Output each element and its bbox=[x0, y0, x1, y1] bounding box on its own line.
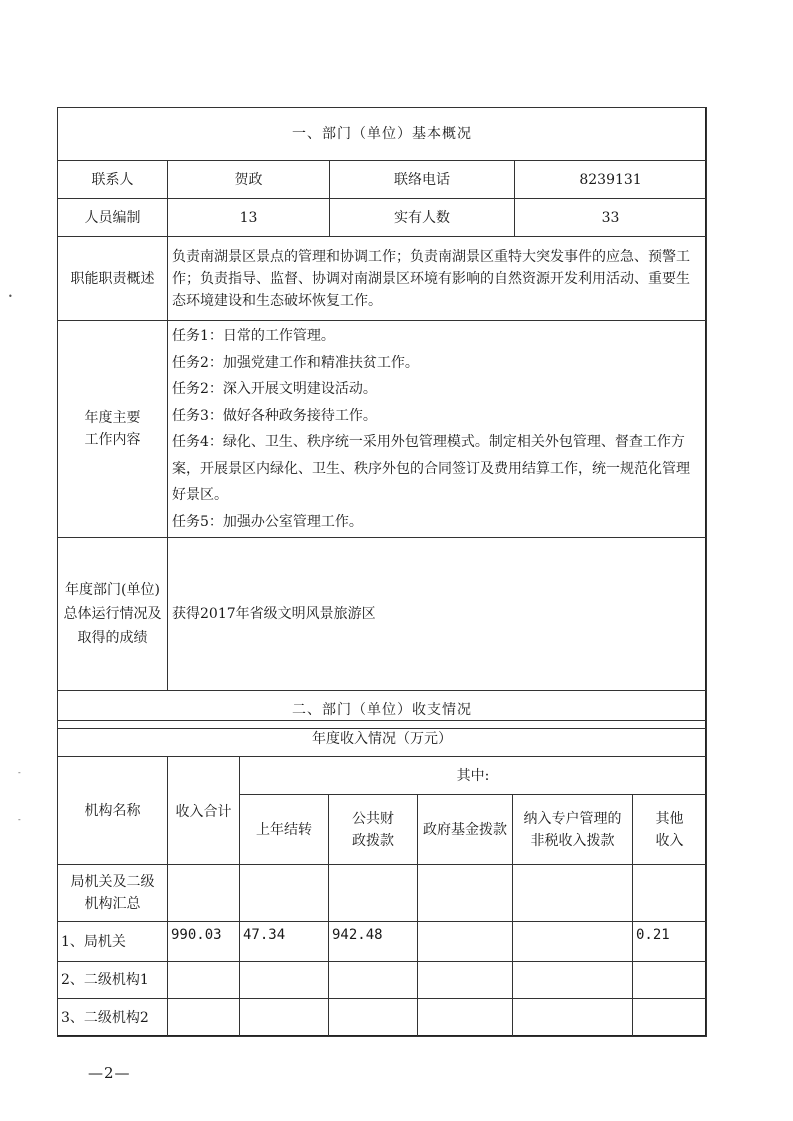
row-other bbox=[633, 962, 707, 999]
tasks-label-line1: 年度主要 bbox=[84, 410, 141, 426]
row-fiscal bbox=[329, 865, 418, 922]
row-total bbox=[168, 999, 240, 1037]
income-grid bbox=[57, 756, 707, 1037]
scan-speck: • bbox=[8, 292, 13, 301]
row-other: 0.21 bbox=[633, 922, 707, 962]
staff-quota-label: 人员编制 bbox=[58, 199, 168, 237]
task-item: 任务1：日常的工作管理。 bbox=[172, 328, 335, 344]
row-org-name bbox=[58, 865, 168, 922]
row-total bbox=[168, 962, 240, 999]
result-label-line1: 年度部门(单位) bbox=[65, 582, 160, 598]
col-total-header: 收入合计 bbox=[168, 757, 240, 865]
row-other bbox=[633, 999, 707, 1037]
row-gov-fund bbox=[418, 962, 513, 999]
row-gov-fund bbox=[418, 865, 513, 922]
col-other-line1: 其他 bbox=[655, 810, 684, 827]
section2-title: 二、部门（单位）收支情况 bbox=[58, 691, 707, 729]
col-org-header: 机构名称 bbox=[58, 757, 168, 865]
table-row bbox=[58, 962, 707, 999]
task-item: 任务4：绿化、卫生、秩序统一采用外包管理模式。制定相关外包管理、督查工作方案，开展景区内绿化、卫生、秩序外包的合同签订及费用结算工作，统一规范化管理好景区。 bbox=[172, 434, 690, 503]
col-other-header bbox=[633, 795, 707, 865]
row-org-name: 1、局机关 bbox=[58, 922, 168, 962]
result-label bbox=[58, 538, 168, 691]
result-label-line2: 总体运行情况及 bbox=[63, 606, 162, 622]
col-gov-fund-header: 政府基金拨款 bbox=[418, 795, 513, 865]
task-item: 任务2：深入开展文明建设活动。 bbox=[172, 381, 377, 397]
actual-staff-value: 33 bbox=[515, 199, 707, 237]
row-carry-over bbox=[240, 865, 329, 922]
page-number: —2— bbox=[88, 1064, 131, 1082]
task-item: 任务5：加强办公室管理工作。 bbox=[172, 513, 363, 530]
row-fiscal: 942.48 bbox=[329, 922, 418, 962]
row-nontax bbox=[513, 999, 633, 1037]
row-gov-fund bbox=[418, 999, 513, 1037]
row-carry-over bbox=[240, 962, 329, 999]
table-row bbox=[58, 865, 707, 922]
contact-label: 联系人 bbox=[58, 161, 168, 199]
col-fiscal-header bbox=[329, 795, 418, 865]
col-nontax-line1: 纳入专户管理的 bbox=[523, 810, 622, 827]
duty-text: 负责南湖景区景点的管理和协调工作；负责南湖景区重特大突发事件的应急、预警工作；负责指导、监督、协调对南湖景区环境有影响的自然资源开发利用活动、重要生态环境建设和生态破坏恢复工作。 bbox=[168, 237, 707, 321]
income-subtitle: 年度收入情况（万元） bbox=[58, 721, 707, 757]
col-carry-over-header: 上年结转 bbox=[240, 795, 329, 865]
table-row bbox=[58, 999, 707, 1037]
duty-label: 职能职责概述 bbox=[58, 237, 168, 321]
tasks-label bbox=[58, 321, 168, 538]
col-nontax-line2: 非税收入拨款 bbox=[530, 832, 615, 849]
row-gov-fund bbox=[418, 922, 513, 962]
col-among-header: 其中: bbox=[240, 757, 707, 795]
overview-form bbox=[57, 107, 707, 729]
row-other bbox=[633, 865, 707, 922]
staff-quota-value: 13 bbox=[168, 199, 330, 237]
row-org-name-line1: 局机关及二级 bbox=[70, 874, 155, 890]
row-nontax bbox=[513, 922, 633, 962]
phone-value: 8239131 bbox=[515, 161, 707, 199]
task-item: 任务3：做好各种政务接待工作。 bbox=[172, 407, 377, 424]
table-row bbox=[58, 922, 707, 962]
row-org-name: 3、二级机构2 bbox=[58, 999, 168, 1037]
actual-staff-label: 实有人数 bbox=[330, 199, 515, 237]
col-fiscal-line1: 公共财 bbox=[352, 810, 394, 827]
row-fiscal bbox=[329, 962, 418, 999]
row-total: 990.03 bbox=[168, 922, 240, 962]
result-label-line3: 取得的成绩 bbox=[77, 630, 148, 646]
phone-label-text: 联络电话 bbox=[394, 171, 450, 188]
row-org-name-line2: 机构汇总 bbox=[84, 896, 141, 912]
task-item: 任务2：加强党建工作和精准扶贫工作。 bbox=[172, 354, 419, 371]
tasks-label-line2: 工作内容 bbox=[84, 432, 141, 448]
section1-title: 一、部门（单位）基本概况 bbox=[58, 108, 707, 161]
row-carry-over bbox=[240, 999, 329, 1037]
row-nontax bbox=[513, 865, 633, 922]
scan-speck: - bbox=[18, 768, 21, 777]
col-other-line2: 收入 bbox=[655, 832, 684, 849]
row-fiscal bbox=[329, 999, 418, 1037]
row-org-name: 2、二级机构1 bbox=[58, 962, 168, 999]
result-text: 获得2017年省级文明风景旅游区 bbox=[168, 538, 707, 691]
row-nontax bbox=[513, 962, 633, 999]
contact-value: 贺政 bbox=[168, 161, 330, 199]
income-table bbox=[57, 720, 707, 757]
col-fiscal-line2: 政拨款 bbox=[352, 832, 394, 849]
scan-speck: - bbox=[18, 815, 21, 824]
row-carry-over: 47.34 bbox=[240, 922, 329, 962]
row-total bbox=[168, 865, 240, 922]
tasks-list bbox=[168, 321, 707, 538]
col-nontax-header bbox=[513, 795, 633, 865]
phone-label bbox=[330, 161, 515, 199]
